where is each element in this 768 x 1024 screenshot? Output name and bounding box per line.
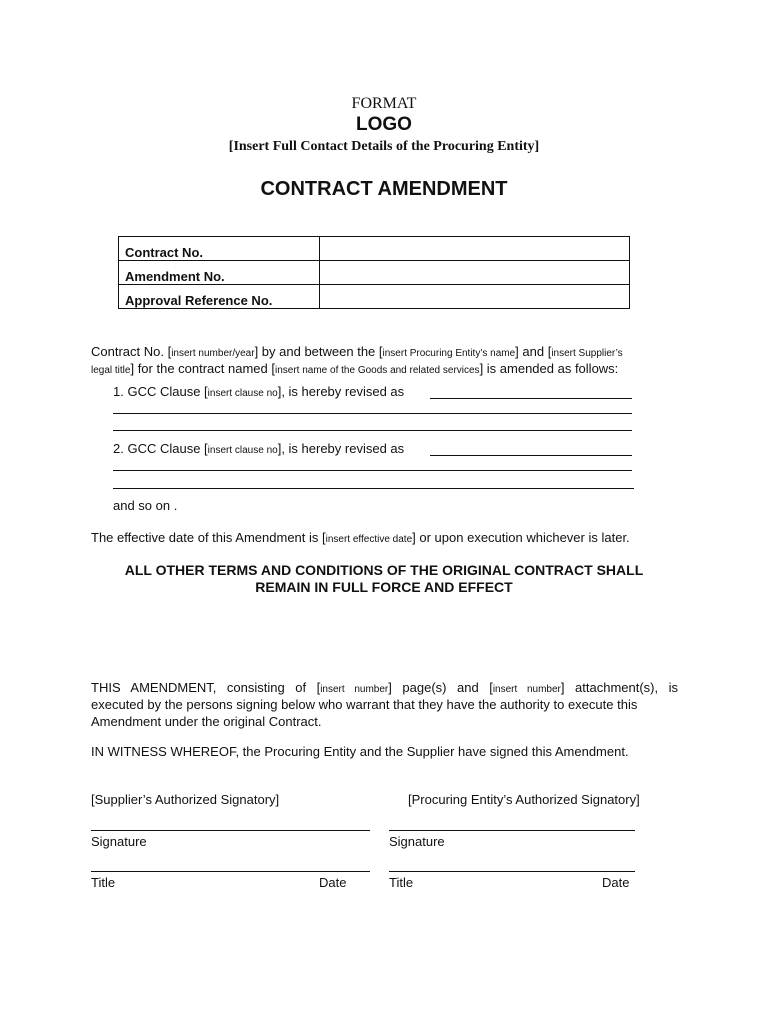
table-row <box>119 261 630 285</box>
clause-text: 2. GCC Clause [ <box>113 441 208 456</box>
notice-line-2: REMAIN IN FULL FORCE AND EFFECT <box>255 579 513 595</box>
clause-text: 1. GCC Clause [ <box>113 384 208 399</box>
procuring-entity-placeholder: insert Procuring Entity’s name <box>382 348 516 359</box>
effective-text: The effective date of this Amendment is [ <box>91 530 326 545</box>
intro-text: ] by and between the [ <box>254 344 383 359</box>
amendment-no-label: Amendment No. <box>119 261 320 285</box>
effective-text: ] or upon execution whichever is later. <box>412 530 630 545</box>
reference-table <box>118 236 630 309</box>
entity-title-label: Title <box>389 875 414 890</box>
clause-1-fill-line[interactable] <box>430 398 632 399</box>
supplier-date-label: Date <box>319 875 347 890</box>
approval-reference-value[interactable] <box>320 285 630 309</box>
entity-signature-label: Signature <box>389 834 445 849</box>
contract-no-value[interactable] <box>320 237 630 261</box>
notice-line-1: ALL OTHER TERMS AND CONDITIONS OF THE ORIGINAL CONTRACT SHALL <box>124 562 644 578</box>
supplier-signature-line[interactable] <box>91 830 370 831</box>
intro-text: ] and [ <box>515 344 552 359</box>
entity-title-date-line[interactable] <box>389 871 635 872</box>
table-row <box>119 285 630 309</box>
amendment-text: THIS AMENDMENT, consisting of [ <box>91 680 321 695</box>
clause-1-fill-line[interactable] <box>113 430 632 431</box>
supplier-title-placeholder: legal title <box>91 365 131 376</box>
clause-number-placeholder: insert clause no <box>207 388 278 399</box>
amendment-line-2: executed by the persons signing below who warrant that they have the authority to execute this <box>91 697 638 712</box>
intro-text: ] is amended as follows: <box>479 361 619 376</box>
effective-date-placeholder: insert effective date <box>325 534 413 545</box>
entity-signature-line[interactable] <box>389 830 635 831</box>
clause-2-fill-line[interactable] <box>113 470 632 471</box>
amendment-line-3: Amendment under the original Contract. <box>91 714 322 729</box>
clause-1-fill-line[interactable] <box>113 413 632 414</box>
goods-name-placeholder: insert name of the Goods and related services <box>275 365 480 376</box>
entity-signatory-heading: [Procuring Entity’s Authorized Signatory] <box>408 792 640 807</box>
supplier-title-label: Title <box>91 875 116 890</box>
clause-number-placeholder: insert clause no <box>207 445 278 456</box>
clause-text: ], is hereby revised as <box>277 384 405 399</box>
amendment-text: ] page(s) and [ <box>388 680 493 695</box>
amendment-text: ] attachment(s), is <box>560 680 679 695</box>
supplier-signature-label: Signature <box>91 834 147 849</box>
amendment-no-value[interactable] <box>320 261 630 285</box>
and-so-on-text: and so on . <box>113 498 178 513</box>
attachment-count-placeholder: insert number <box>492 684 561 695</box>
contact-details-placeholder: [Insert Full Contact Details of the Procuring Entity] <box>228 139 540 154</box>
intro-text: Contract No. [ <box>91 344 172 359</box>
clause-2-fill-line[interactable] <box>430 455 632 456</box>
supplier-signatory-heading: [Supplier’s Authorized Signatory] <box>91 792 280 807</box>
intro-line-2 <box>91 360 618 379</box>
clause-2-fill-line[interactable] <box>113 488 634 489</box>
page-title: CONTRACT AMENDMENT <box>260 178 508 200</box>
clause-text: ], is hereby revised as <box>277 441 405 456</box>
contract-no-label: Contract No. <box>119 237 320 261</box>
entity-date-label: Date <box>602 875 630 890</box>
witness-paragraph: IN WITNESS WHEREOF, the Procuring Entity and the Supplier have signed this Amendment. <box>91 744 629 759</box>
supplier-title-date-line[interactable] <box>91 871 370 872</box>
contract-number-placeholder: insert number/year <box>171 348 255 359</box>
logo-placeholder: LOGO <box>356 114 412 135</box>
table-row <box>119 237 630 261</box>
clause-2 <box>113 440 404 459</box>
clause-1 <box>113 383 404 402</box>
effective-date-paragraph <box>91 529 630 548</box>
format-label: FORMAT <box>351 95 417 112</box>
approval-reference-label: Approval Reference No. <box>119 285 320 309</box>
intro-text: ] for the contract named [ <box>130 361 275 376</box>
supplier-title-placeholder: insert Supplier’s <box>551 348 623 359</box>
page-count-placeholder: insert number <box>320 684 389 695</box>
